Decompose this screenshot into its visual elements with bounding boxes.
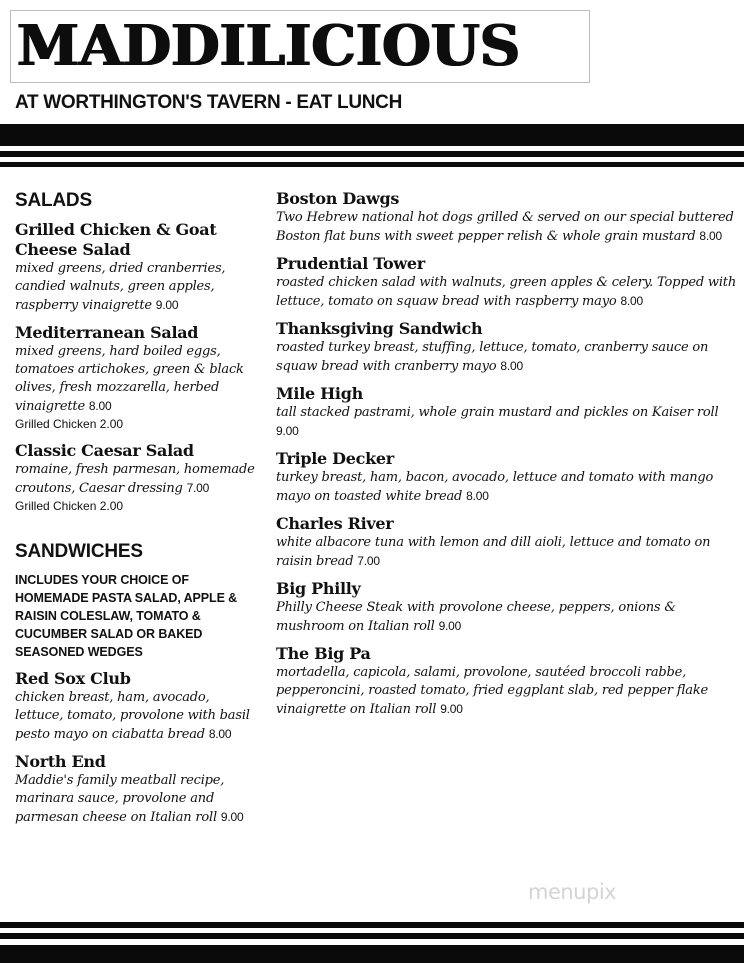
item-name: Grilled Chicken & Goat Cheese Salad (15, 220, 217, 259)
footer-band-thin (0, 922, 744, 928)
item-description: chicken breast, ham, avocado, lettuce, tomato, provolone with basil pesto mayo on ciabatta bread 8.00 (15, 690, 250, 742)
left-column (15, 190, 255, 835)
item-name: Red Sox Club (15, 669, 131, 688)
item-price: 8.00 (466, 489, 489, 503)
item-name: Mediterranean Salad (15, 323, 199, 342)
item-description: roasted chicken salad with walnuts, green apples & celery. Topped with lettuce, tomato on squaw bread with raspberry mayo 8.00 (276, 275, 737, 309)
item-description: Maddie's family meatball recipe, marinara sauce, provolone and parmesan cheese on Italian roll 9.00 (15, 773, 244, 825)
item-price: 9.00 (438, 619, 462, 633)
menu-item (15, 220, 255, 315)
menu-item (276, 514, 736, 571)
item-description: tall stacked pastrami, whole grain mustard and pickles on Kaiser roll 9.00 (276, 405, 719, 438)
header-band-thin (0, 162, 744, 167)
item-name: Prudential Tower (276, 254, 425, 273)
header-band-middle (0, 151, 744, 157)
item-price: 8.00 (208, 727, 232, 741)
item-name: Thanksgiving Sandwich (276, 319, 483, 338)
sandwiches-heading: SANDWICHES (15, 541, 143, 562)
item-price: 8.00 (88, 399, 112, 413)
item-description: mixed greens, dried cranberries, candied walnuts, green apples, raspberry vinaigrette 9.00 (15, 261, 226, 313)
item-name: Big Philly (276, 579, 361, 598)
item-name: Triple Decker (276, 449, 394, 468)
menu-item (15, 752, 255, 827)
item-description: mortadella, capicola, salami, provolone, sautéed broccoli rabbe, pepperoncini, roasted tomato, fried eggplant slab, red pepper flake vinaigrette on Italian roll 9.00 (276, 665, 709, 717)
menu-item (276, 579, 736, 636)
item-price: 9.00 (276, 424, 299, 438)
item-add-on: Grilled Chicken 2.00 (15, 499, 124, 513)
menu-item (15, 323, 255, 433)
item-price: 8.00 (699, 229, 722, 243)
footer-band-thick (0, 945, 744, 963)
tagline: AT WORTHINGTON'S TAVERN - EAT LUNCH (15, 92, 403, 113)
sandwiches-sides-note: INCLUDES YOUR CHOICE OF HOMEMADE PASTA SALAD, APPLE & RAISIN COLESLAW, TOMATO & CUCUMBER SALAD OR BAKED SEASONED WEDGES (15, 573, 238, 659)
item-description: roasted turkey breast, stuffing, lettuce, tomato, cranberry sauce on squaw bread with cranberry mayo 8.00 (276, 340, 709, 374)
footer-band-middle (0, 933, 744, 939)
item-name: North End (15, 752, 106, 771)
item-price: 8.00 (500, 359, 523, 373)
item-price: 9.00 (220, 810, 244, 824)
item-price: 7.00 (357, 554, 380, 568)
item-description: white albacore tuna with lemon and dill aioli, lettuce and tomato on raisin bread 7.00 (276, 535, 711, 569)
item-name: The Big Pa (276, 644, 371, 663)
menupix-watermark: menupix (528, 880, 617, 904)
item-price: 8.00 (620, 294, 644, 308)
menu-item (276, 644, 736, 719)
menu-item (276, 319, 736, 376)
item-add-on: Grilled Chicken 2.00 (15, 417, 124, 431)
salads-heading: SALADS (15, 190, 92, 211)
menu-item (15, 669, 255, 744)
item-description: turkey breast, ham, bacon, avocado, lettuce and tomato with mango mayo on toasted white bread 8.00 (276, 470, 714, 504)
restaurant-logo: MADDILICIOUS (17, 13, 521, 79)
item-price: 9.00 (155, 298, 179, 312)
menu-item (276, 254, 736, 311)
item-price: 9.00 (440, 702, 463, 716)
menu-item (276, 189, 736, 246)
item-description: romaine, fresh parmesan, homemade croutons, Caesar dressing 7.00 (15, 462, 255, 496)
menu-item (15, 441, 255, 515)
item-description: Two Hebrew national hot dogs grilled & served on our special buttered Boston flat buns with sweet pepper relish & whole grain mustard 8.00 (276, 210, 734, 244)
item-name: Classic Caesar Salad (15, 441, 194, 460)
right-column (276, 189, 736, 727)
menu-item (276, 384, 736, 441)
item-description: mixed greens, hard boiled eggs, tomatoes artichokes, green & black olives, fresh mozzarella, herbed vinaigrette 8.00 (15, 344, 244, 414)
item-name: Mile High (276, 384, 363, 403)
item-price: 7.00 (186, 481, 210, 495)
item-description: Philly Cheese Steak with provolone cheese, peppers, onions & mushroom on Italian roll 9.00 (276, 600, 676, 634)
header-band-thick (0, 124, 744, 146)
item-name: Charles River (276, 514, 394, 533)
menu-item (276, 449, 736, 506)
item-name: Boston Dawgs (276, 189, 400, 208)
logo-frame (10, 10, 590, 83)
